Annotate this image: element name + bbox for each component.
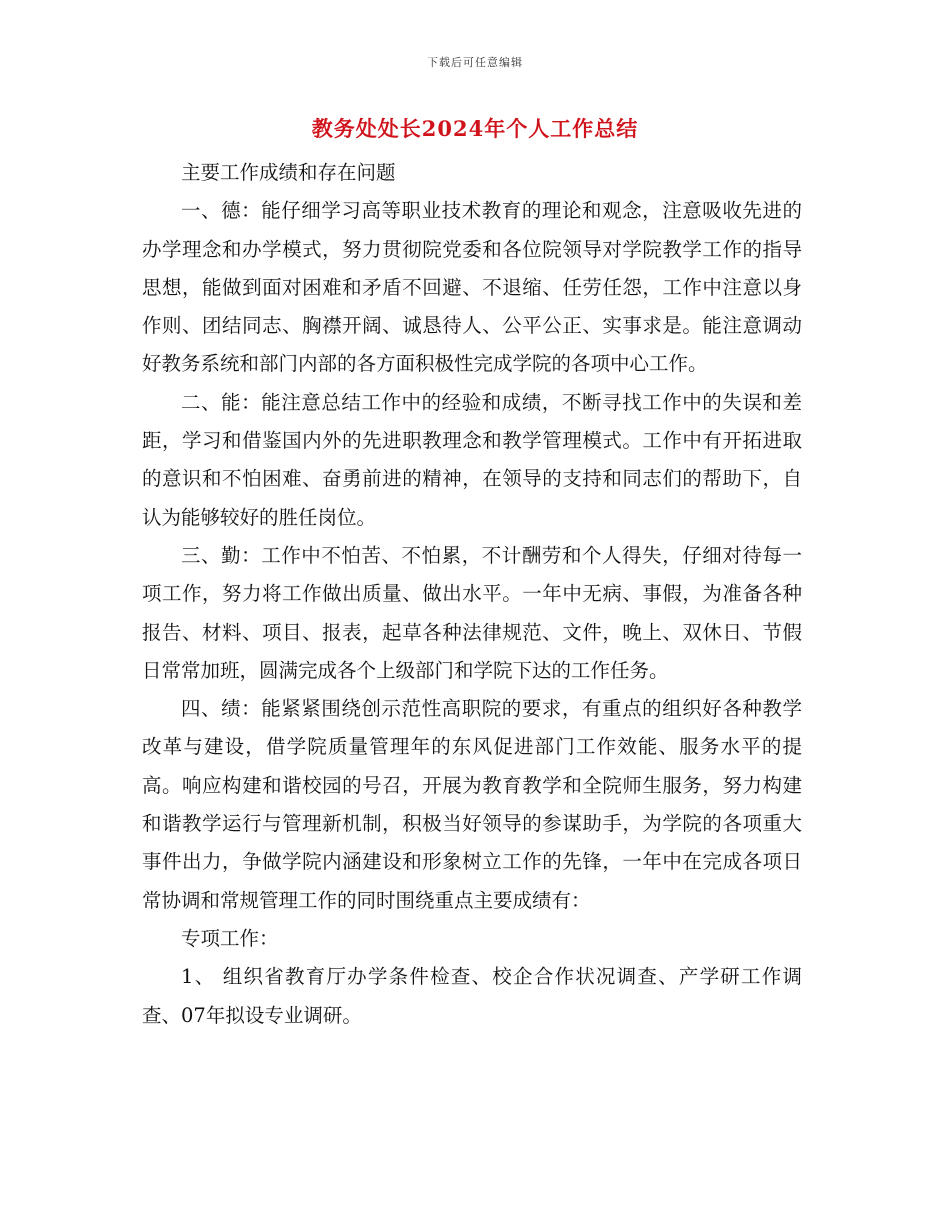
paragraph-achievement: 四、绩：能紧紧围绕创示范性高职院的要求，有重点的组织好各种教学改革与建设，借学院质量管理年的东风促进部门工作效能、服务水平的提高。响应构建和谐校园的号召，开展为教育教学和全院师生服务，努力构建和谐教学运行与管理新机制，积极当好领导的参谋助手，为学院的各项重大事件出力，争做学院内涵建设和形象树立工作的先锋，一年中在完成各项日常协调和常规管理工作的同时围绕重点主要成绩有：: [142, 697, 802, 912]
document-body: [142, 154, 802, 1035]
list-item-1: 1、 组织省教育厅办学条件检查、校企合作状况调查、产学研工作调查、07年拟设专业调研。: [142, 965, 802, 1027]
paragraph-ability: 二、能：能注意总结工作中的经验和成绩，不断寻找工作中的失误和差距，学习和借鉴国内外的先进职教理念和教学管理模式。工作中有开拓进取的意识和不怕困难、奋勇前进的精神，在领导的支持和同志们的帮助下，自认为能够较好的胜任岗位。: [142, 390, 802, 529]
section-heading: 主要工作成绩和存在问题: [181, 161, 396, 184]
paragraph-diligence: 三、勤：工作中不怕苦、不怕累，不计酬劳和个人得失，仔细对待每一项工作，努力将工作做出质量、做出水平。一年中无病、事假，为准备各种报告、材料、项目、报表，起草各种法律规范、文件，晚上、双休日、节假日常常加班，圆满完成各个上级部门和学院下达的工作任务。: [142, 543, 802, 682]
page-header-note: 下载后可任意编辑: [427, 56, 523, 69]
document-title: 教务处处长2024年个人工作总结: [311, 116, 639, 141]
paragraph-virtue: 一、德：能仔细学习高等职业技术教育的理论和观念，注意吸收先进的办学理念和办学模式，努力贯彻院党委和各位院领导对学院教学工作的指导思想，能做到面对困难和矛盾不回避、不退缩、任劳任怨，工作中注意以身作则、团结同志、胸襟开阔、诚恳待人、公平公正、实事求是。能注意调动好教务系统和部门内部的各方面积极性完成学院的各项中心工作。: [142, 199, 802, 376]
subheading-special-work: 专项工作：: [181, 926, 279, 950]
